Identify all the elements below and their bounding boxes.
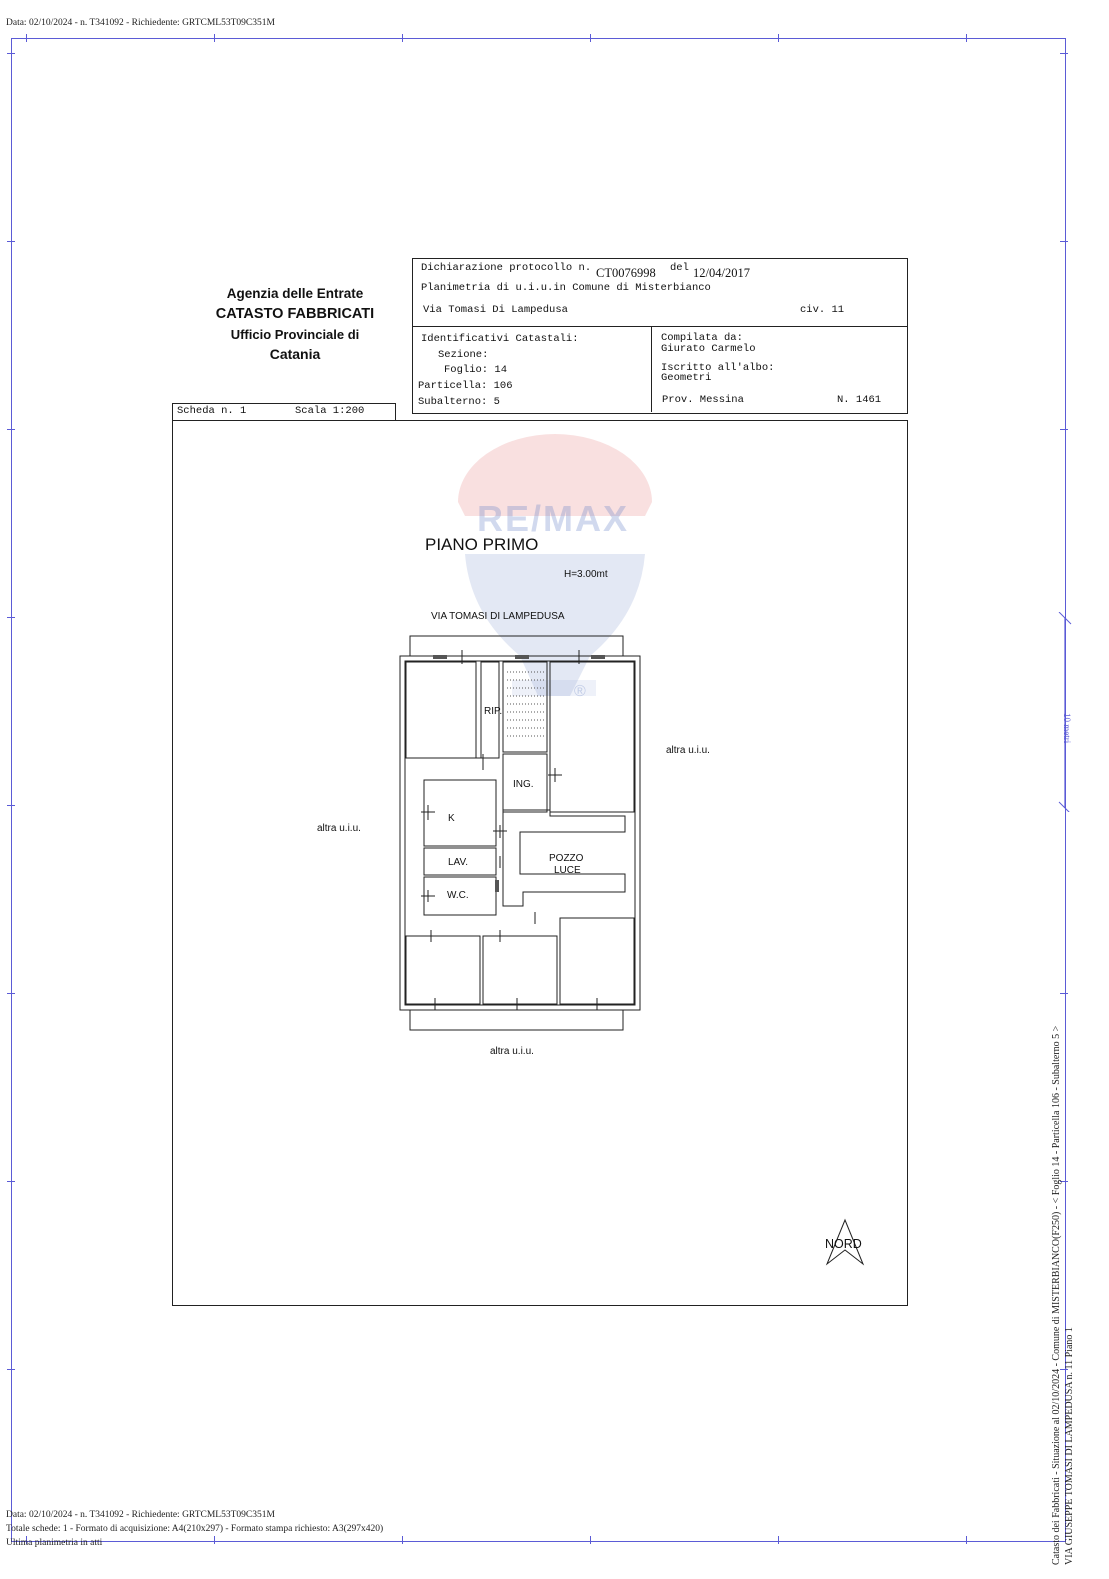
frame-tick [7, 617, 15, 618]
frame-tick [1060, 429, 1068, 430]
room-label-pozzo: POZZO [549, 853, 584, 864]
header-divider-vertical [651, 326, 652, 412]
room-label-rip: RIP. [484, 706, 503, 717]
agency-name: Agenzia delle Entrate [226, 286, 364, 301]
neighbor-left-label: altra u.i.u. [317, 823, 361, 834]
footer-format: Totale schede: 1 - Formato di acquisizione: A4(210x297) - Formato stampa richiesto: A3(297x420) [6, 1524, 384, 1534]
frame-tick [1060, 241, 1068, 242]
room-label-k: K [448, 813, 455, 824]
header-divider [412, 326, 907, 327]
watermark-registered: ® [574, 683, 586, 700]
watermark-text: RE/MAX [477, 498, 630, 539]
frame-tick [1060, 53, 1068, 54]
frame-tick [7, 993, 15, 994]
frame-tick [590, 34, 591, 42]
frame-tick [7, 1369, 15, 1370]
footer-note: Ultima planimetria in atti [6, 1538, 103, 1548]
frame-tick [402, 1536, 403, 1544]
floor-title: PIANO PRIMO [425, 535, 539, 554]
room-label-wc: W.C. [447, 890, 469, 901]
iscritto-label: Iscritto all'albo: [661, 362, 775, 374]
declaration-date: 12/04/2017 [693, 266, 750, 280]
particella-field: Particella: 106 [418, 380, 513, 392]
neighbor-bottom-label: altra u.i.u. [490, 1046, 534, 1057]
side-caption [1050, 1026, 1076, 1565]
del-label: del [670, 262, 689, 274]
foglio-field: Foglio: 14 [444, 364, 508, 376]
compilata-label: Compilata da: [661, 332, 743, 344]
albo-value: Geometri [661, 372, 712, 384]
frame-tick [778, 34, 779, 42]
side-caption-line2: VIA GIUSEPPE TOMASI DI LAMPEDUSA n. 11 Piano 1 [1064, 1327, 1075, 1565]
frame-tick [590, 1536, 591, 1544]
room-label-luce: LUCE [554, 865, 581, 876]
address-line: Via Tomasi Di Lampedusa [423, 304, 568, 316]
province-name: Catania [269, 346, 321, 362]
frame-tick [402, 34, 403, 42]
sezione-field: Sezione: [438, 349, 489, 361]
frame-tick [7, 429, 15, 430]
frame-tick [214, 1536, 215, 1544]
frame-tick [1060, 993, 1068, 994]
identificativi-label: Identificativi Catastali: [421, 333, 579, 345]
scale-bar-label: 10 metri [1062, 713, 1072, 744]
frame-tick [7, 241, 15, 242]
frame-tick [7, 805, 15, 806]
albo-number: N. 1461 [837, 394, 882, 406]
subalterno-field: Subalterno: 5 [418, 396, 500, 408]
frame-tick [966, 34, 967, 42]
dichiarazione-label: Dichiarazione protocollo n. [421, 262, 592, 274]
header-meta: Data: 02/10/2024 - n. T341092 - Richiedente: GRTCML53T09C351M [6, 18, 275, 28]
protocol-number: CT0076998 [596, 266, 656, 280]
planimetria-line: Planimetria di u.i.u.in Comune di Misterbianco [421, 282, 711, 294]
frame-tick [778, 1536, 779, 1544]
ceiling-height: H=3.00mt [564, 569, 608, 580]
side-caption-line1: Catasto dei Fabbricati - Situazione al 02/10/2024 - Comune di MISTERBIANCO(F250) - < Foglio 14 - Particella 106 - Subalterno 5 > [1051, 1025, 1062, 1565]
frame-tick [7, 53, 15, 54]
scale-label: Scala 1:200 [295, 405, 365, 417]
compilata-name: Giurato Carmelo [661, 343, 756, 355]
frame-tick [966, 1536, 967, 1544]
frame-tick [214, 34, 215, 42]
frame-tick [7, 1181, 15, 1182]
room-label-ing: ING. [513, 779, 534, 790]
north-label: NORD [825, 1237, 862, 1251]
street-label: VIA TOMASI DI LAMPEDUSA [431, 611, 565, 622]
civic-number: civ. 11 [800, 304, 845, 316]
ufficio-label: Ufficio Provinciale di [230, 327, 360, 342]
neighbor-right-label: altra u.i.u. [666, 745, 710, 756]
frame-tick [26, 34, 27, 42]
catasto-title: CATASTO FABBRICATI [215, 306, 375, 322]
footer-meta: Data: 02/10/2024 - n. T341092 - Richiedente: GRTCML53T09C351M [6, 1510, 275, 1520]
agency-block [200, 284, 390, 364]
room-label-lav: LAV. [448, 857, 469, 868]
floor-plan-drawing [395, 630, 645, 1035]
scale-bar [1055, 612, 1075, 812]
province-value: Prov. Messina [662, 394, 744, 406]
scheda-number: Scheda n. 1 [177, 405, 247, 417]
